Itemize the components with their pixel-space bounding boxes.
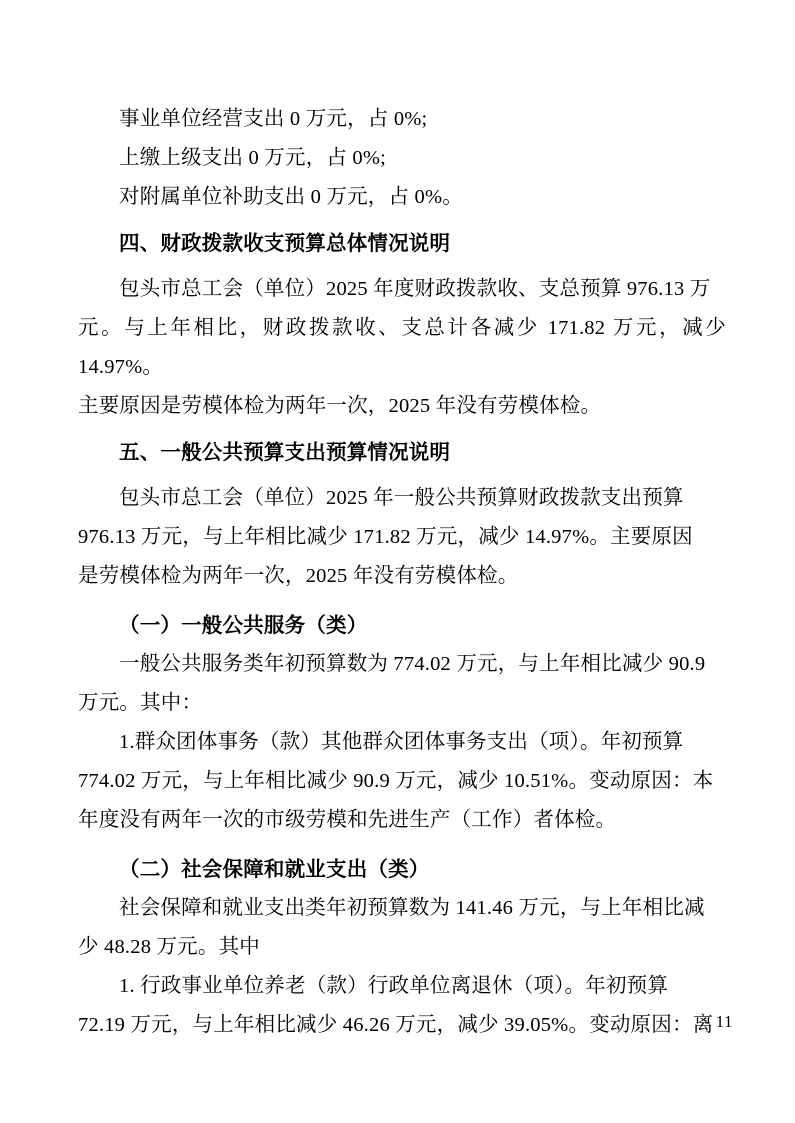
spacer [78,472,726,479]
spacer [78,217,726,224]
page-number: - 11 [704,1012,733,1031]
subsection-heading-two-social-security-employment: （二）社会保障和就业支出（类） [119,858,430,881]
subsection-heading-one-general-public-service: （一）一般公共服务（类） [119,614,368,637]
paragraph-line: 包头市总工会（单位）2025 年度财政拨款收、支总预算 976.13 万 [119,278,711,300]
paragraph-line: 一般公共服务类年初预算数为 774.02 万元，与上年相比减少 90.9 [119,653,706,675]
paragraph-line: 1. 行政事业单位养老（款）行政单位离退休（项）。年初预算 [119,975,669,997]
paragraph-line: 是劳模体检为两年一次，2025 年没有劳模体检。 [78,565,519,587]
paragraph-general-public-service-amount [78,645,726,723]
budget-line-upper-level-expense: 上缴上级支出 0 万元，占 0%; [119,147,387,169]
paragraph-line: 774.02 万元，与上年相比减少 90.9 万元，减少 10.51%。变动原因：本 [78,770,714,792]
paragraph-line: 社会保障和就业支出类年初预算数为 141.46 万元，与上年相比减 [119,897,705,919]
budget-line-operating-expense: 事业单位经营支出 0 万元，占 0%; [119,108,428,130]
paragraph-social-security-employment-amount [78,889,726,967]
paragraph-fiscal-appropriation-overview [78,270,732,426]
section-heading-four: 四、财政拨款收支预算总体情况说明 [119,232,451,255]
paragraph-line: 包头市总工会（单位）2025 年一般公共预算财政拨款支出预算 [119,487,684,509]
paragraph-line: 主要原因是劳模体检为两年一次，2025 年没有劳模体检。 [78,395,602,417]
paragraph-administrative-retirement [78,967,726,1045]
paragraph-line: 少 48.28 万元。其中 [78,936,260,958]
paragraph-line: 1.群众团体事务（款）其他群众团体事务支出（项）。年初预算 [119,731,684,753]
budget-line-subsidiary-subsidy-expense: 对附属单位补助支出 0 万元，占 0%。 [119,186,463,208]
paragraph-general-public-budget-expenditure [78,479,726,596]
spacer [78,596,726,606]
spacer [78,426,726,433]
paragraph-line: 元。与上年相比，财政拨款收、支总计各减少 171.82 万元，减少 14.97%。 [78,317,732,378]
paragraph-line: 万元。其中： [78,692,203,714]
section-heading-five: 五、一般公共预算支出预算情况说明 [119,441,451,464]
document-body [78,100,732,1045]
paragraph-line: 976.13 万元，与上年相比减少 171.82 万元，减少 14.97%。主要原因 [78,526,693,548]
paragraph-line: 年度没有两年一次的市级劳模和先进生产（工作）者体检。 [78,809,617,831]
spacer [78,263,726,270]
paragraph-line: 72.19 万元，与上年相比减少 46.26 万元，减少 39.05%。变动原因：离 [78,1014,714,1036]
spacer [78,840,726,850]
paragraph-mass-organization-affairs [78,723,726,840]
